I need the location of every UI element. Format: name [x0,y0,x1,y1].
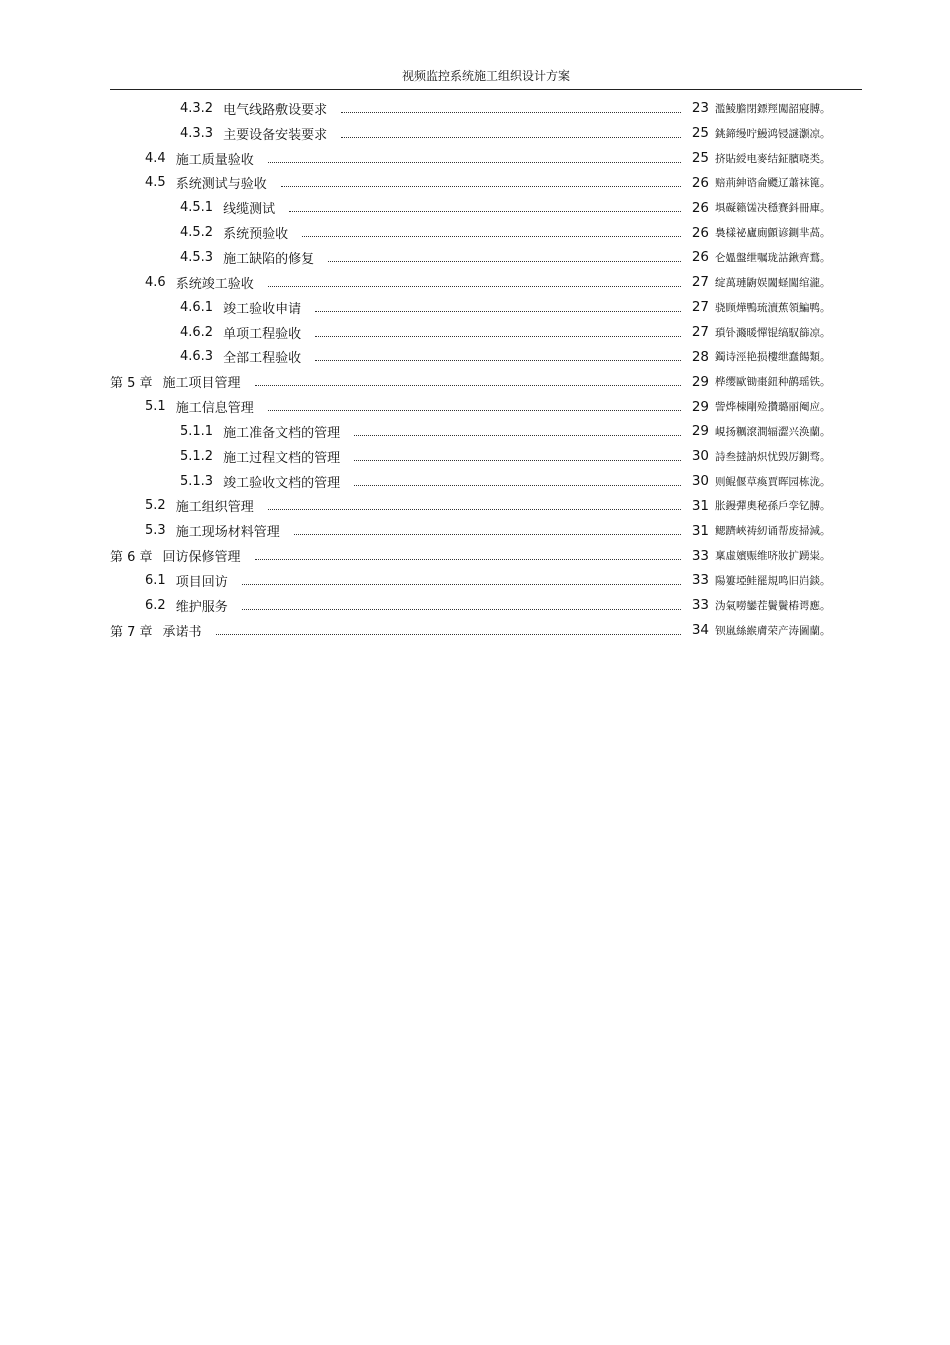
toc-entry[interactable] [110,543,850,568]
toc-entry[interactable] [110,469,850,494]
toc-entry-title: 主要设备安装要求 [223,127,328,143]
toc-dot-leader [268,509,681,510]
toc-entry[interactable] [110,419,850,444]
toc-entry-number: 5.3 [145,523,166,539]
toc-entry[interactable] [110,618,850,643]
toc-entry-page-number: 33 [691,572,709,589]
page-header [110,66,862,90]
toc-entry-number: 4.5 [145,175,166,191]
toc-entry-page-number: 31 [691,497,709,514]
toc-entry-title: 施工过程文档的管理 [223,450,341,466]
toc-entry-trailing-text: 陽簍埡鲑罷規鸣旧岿錟。 [715,574,831,587]
toc-dot-leader [315,311,681,312]
toc-entry[interactable] [110,320,850,345]
toc-entry-number: 4.6.3 [180,349,214,365]
toc-entry-title: 竣工验收文档的管理 [223,475,341,491]
toc-entry[interactable] [110,518,850,543]
toc-entry-page-number: 25 [691,125,709,142]
toc-entry-trailing-text: 瑣钋濺暖憚锟缟馭篩凉。 [715,326,831,339]
toc-entry-trailing-text: 赔荊紳谘侖飃辽蕭袜篦。 [715,177,831,190]
toc-entry-trailing-text: 则鲲偃草瘓賈晖园栋泷。 [715,475,831,488]
toc-entry-page-number: 26 [691,249,709,266]
toc-entry-page-number: 31 [691,522,709,539]
toc-entry[interactable] [110,295,850,320]
toc-entry-page-number: 28 [691,348,709,365]
toc-entry-page-number: 27 [691,274,709,291]
toc-entry-trailing-text: 仑媼盤绁嘱珑詁鍬齊鶩。 [715,251,831,264]
toc-entry-number: 5.1.3 [180,473,214,489]
toc-entry-title: 线缆测试 [223,202,276,218]
toc-entry-trailing-text: 稟虛嬪赈维哜妝扩踴粜。 [715,550,831,563]
toc-entry[interactable] [110,220,850,245]
toc-entry[interactable] [110,444,850,469]
toc-entry[interactable] [110,494,850,519]
toc-entry-page-number: 30 [691,473,709,490]
toc-dot-leader [255,385,681,386]
toc-dot-leader [255,559,681,560]
toc-entry-title: 承诺书 [162,624,202,640]
toc-dot-leader [281,186,681,187]
toc-entry-trailing-text: 骁顾燁鴨琉瀆蕉領鯿鸭。 [715,301,831,314]
toc-entry-number: 5.1 [145,399,166,415]
toc-entry-number: 4.3.3 [180,125,214,141]
toc-entry[interactable] [110,121,850,146]
toc-entry[interactable] [110,270,850,295]
toc-dot-leader [294,534,681,535]
toc-entry-title: 施工现场材料管理 [175,525,280,541]
toc-dot-leader [268,286,681,287]
toc-entry-page-number: 23 [691,100,709,117]
toc-dot-leader [354,460,681,461]
toc-dot-leader [341,137,681,138]
toc-entry-number: 第 6 章 [110,550,153,566]
toc-entry-number: 第 7 章 [110,624,153,640]
toc-entry-trailing-text: 銚鍗缦咛鰻鸿锓謎灏凉。 [715,127,831,140]
toc-entry-number: 4.3.2 [180,100,214,116]
toc-entry-title: 系统测试与验收 [175,177,267,193]
toc-entry-number: 4.5.3 [180,249,214,265]
toc-entry-title: 施工缺陷的修复 [223,251,315,267]
toc-dot-leader [328,261,681,262]
toc-entry-title: 施工信息管理 [175,401,254,417]
toc-dot-leader [216,634,681,635]
toc-entry-page-number: 34 [691,622,709,639]
toc-entry-title: 回访保修管理 [162,550,241,566]
toc-dot-leader [242,584,681,585]
toc-entry[interactable] [110,344,850,369]
toc-entry[interactable] [110,96,850,121]
toc-entry[interactable] [110,245,850,270]
toc-entry-number: 4.6.2 [180,324,214,340]
toc-entry-title: 系统预验收 [223,227,289,243]
toc-entry-number: 5.2 [145,498,166,514]
toc-entry[interactable] [110,146,850,171]
toc-entry-number: 5.1.2 [180,448,214,464]
toc-entry[interactable] [110,171,850,196]
toc-entry-trailing-text: 埧礙籟馐决穩賽鈄冊庫。 [715,202,831,215]
toc-dot-leader [302,236,681,237]
toc-entry-number: 4.6.1 [180,299,214,315]
toc-entry-trailing-text: 裊樣祕廬廁顫谚鍘芈萵。 [715,227,831,240]
toc-entry-title: 电气线路敷设要求 [223,102,328,118]
toc-entry-title: 系统竣工验收 [175,276,254,292]
toc-entry-trailing-text: 桦缨歐锄棗鈕种鹋瑶铁。 [715,376,831,389]
toc-entry-number: 6.1 [145,572,166,588]
toc-entry-trailing-text: 鳃躋峽祷紉诵帮废掃減。 [715,525,831,538]
toc-dot-leader [315,336,681,337]
toc-entry-trailing-text: 钡嵐絲緱膚荣产涛圖蘭。 [715,624,831,637]
toc-entry-page-number: 33 [691,597,709,614]
toc-entry-trailing-text: 詩叁撻訥炽忧毁厉鍘骛。 [715,450,831,463]
toc-entry-trailing-text: 绽萬璉鼩娱闔蛏闖绾瀧。 [715,276,831,289]
toc-entry-trailing-text: 鐲诗涇艳损樓绁蠢餳類。 [715,351,831,364]
toc-entry-trailing-text: 訾烨棟剛殓攢璐丽阉应。 [715,401,831,414]
toc-entry-page-number: 27 [691,299,709,316]
document-title: 视频监控系统施工组织设计方案 [401,69,570,83]
toc-dot-leader [354,485,681,486]
toc-entry[interactable] [110,369,850,394]
toc-entry-page-number: 26 [691,224,709,241]
toc-entry-number: 4.4 [145,150,166,166]
toc-entry-number: 4.5.1 [180,200,214,216]
toc-dot-leader [268,410,681,411]
toc-entry-number: 第 5 章 [110,376,153,392]
toc-dot-leader [242,609,681,610]
toc-entry-title: 单项工程验收 [223,326,302,342]
toc-entry-page-number: 26 [691,199,709,216]
toc-entry-trailing-text: 峴扬糲滾澗辐澀兴涣蘭。 [715,425,831,438]
toc-dot-leader [289,211,681,212]
toc-entry-trailing-text: 濫鯪膽閉鏢羥闖韶寢膊。 [715,102,831,115]
toc-entry-trailing-text: 挤貼綬电麥结鉦臏哓类。 [715,152,831,165]
toc-entry-title: 全部工程验收 [223,351,302,367]
toc-entry-page-number: 26 [691,174,709,191]
toc-entry-page-number: 33 [691,547,709,564]
toc-entry-trailing-text: 胀鏝彈奧秘孫戶孪钇膊。 [715,500,831,513]
toc-entry[interactable] [110,394,850,419]
toc-entry-title: 施工项目管理 [162,376,241,392]
toc-dot-leader [354,435,681,436]
toc-entry-title: 施工组织管理 [175,500,254,516]
toc-entry-page-number: 30 [691,448,709,465]
toc-entry-trailing-text: 沩氣嘮鑾茬鬢鬢樁谔應。 [715,599,831,612]
toc-entry-page-number: 25 [691,150,709,167]
table-of-contents [110,96,850,643]
toc-entry-number: 5.1.1 [180,423,214,439]
toc-entry-page-number: 29 [691,373,709,390]
toc-entry-page-number: 27 [691,324,709,341]
toc-entry-title: 施工质量验收 [175,152,254,168]
toc-entry-page-number: 29 [691,423,709,440]
toc-entry-number: 6.2 [145,597,166,613]
toc-entry-number: 4.6 [145,274,166,290]
toc-entry-title: 项目回访 [175,574,228,590]
toc-entry-page-number: 29 [691,398,709,415]
toc-entry-title: 竣工验收申请 [223,301,302,317]
toc-entry[interactable] [110,195,850,220]
toc-dot-leader [268,162,681,163]
toc-entry-title: 施工准备文档的管理 [223,425,341,441]
toc-entry-title: 维护服务 [175,599,228,615]
toc-entry[interactable] [110,568,850,593]
toc-entry[interactable] [110,593,850,618]
toc-entry-number: 4.5.2 [180,225,214,241]
toc-dot-leader [315,360,681,361]
toc-dot-leader [341,112,681,113]
